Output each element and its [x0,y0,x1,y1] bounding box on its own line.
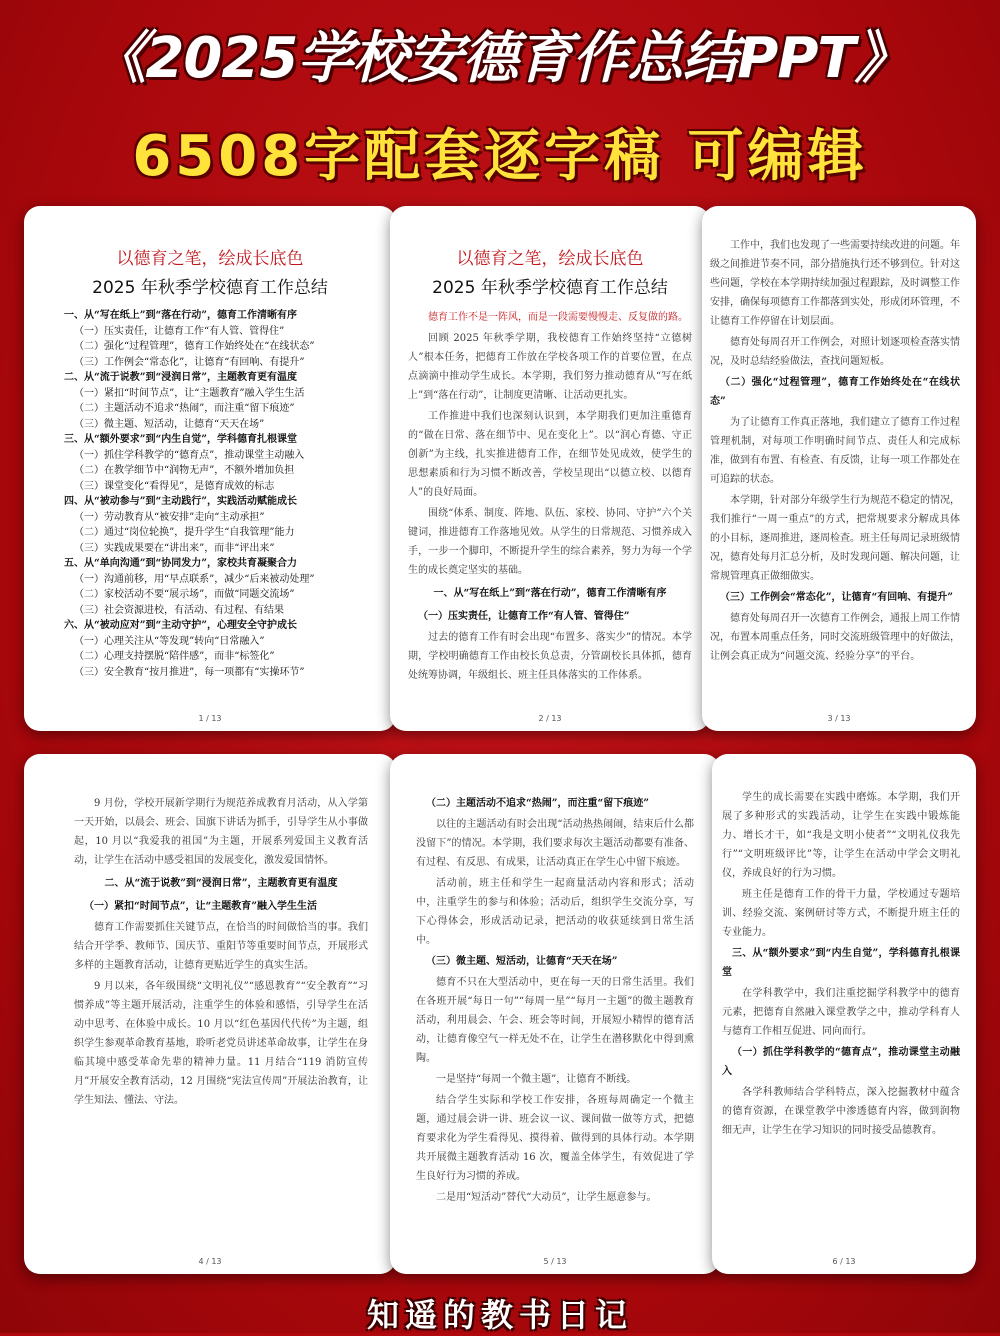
paragraph: 一是坚持“每周一个微主题”，让德育不断线。 [436,1074,637,1085]
toc-item: （二）强化“过程管理”，德育工作始终处在“在线状态” [74,341,315,352]
document-page-3[interactable] [702,206,976,731]
intro-paragraph: 德育工作不是一阵风，而是一段需要慢慢走、反复做的路。 [428,312,688,323]
paragraph: 回顾 2025 年秋季学期，我校德育工作始终坚持“立德树人”根本任务，把德育工作放在学校各项工作的首要位置，在点点滴滴中推动学生成长。本学期，我们努力推动德育从“写在纸上”到“落在行动”，让制度更清晰、让活动更扎实。 [408,333,692,401]
page-title: 2025 年秋季学校德育工作总结 [92,278,328,298]
paragraph: 德育工作需要抓住关键节点，在恰当的时间做恰当的事。我们结合开学季、教师节、国庆节、重阳节等重要时间节点，开展形式多样的主题教育活动，让德育更贴近学生的真实生活。 [74,922,368,971]
paragraph: 工作中，我们也发现了一些需要持续改进的问题。年级之间推进节奏不同，部分措施执行还不够到位。针对这些问题，学校在本学期持续加强过程跟踪，及时调整工作安排，确保每项德育工作都落到实处，形成闭环管理，不让德育工作停留在计划层面。 [710,240,960,327]
paragraph: 各学科教师结合学科特点，深入挖掘教材中蕴含的德育资源，在课堂教学中渗透德育内容，做到润物细无声，让学生在学习知识的同时接受品德教育。 [722,1087,960,1136]
table-of-contents [24,308,396,680]
toc-item: （三）实践成果要在“讲出来”，而非“评出来” [74,542,275,554]
page-number: 1 / 13 [198,714,222,723]
paragraph: 过去的德育工作有时会出现“布置多、落实少”的情况。本学期，学校明确德育工作由校长负总责，分管副校长具体抓，德育处统筹协调，年级组长、班主任具体落实的工作体系。 [408,632,692,681]
sub-heading: （三）微主题、短活动，让德育“天天在场” [426,956,618,967]
sub-heading: 三、从“额外要求”到“内生自觉”，学科德育扎根课堂 [722,948,960,978]
paragraph: 德育处每周召开一次德育工作例会，通报上周工作情况，布置本周重点任务，同时交流班级管理中的好做法，让例会真正成为“问题交流、经验分享”的平台。 [710,613,960,662]
footer-author: 知遥的教书日记 [366,1296,633,1334]
toc-item: （二）心理支持摆脱“陪伴感”，而非“标签化” [74,651,275,662]
sub-heading: （一）抓住学科教学的“德育点”，推动课堂主动融入 [722,1047,960,1077]
section-heading: 二、从“流于说教”到“浸润日常”，主题教育更有温度 [104,878,338,889]
document-page-6[interactable] [712,754,976,1274]
paragraph: 结合学生实际和学校工作安排，各班每周确定一个微主题，通过晨会讲一讲、班会议一议、课间做一做等方式，把德育要求化为学生看得见、摸得着、做得到的具体行动。本学期共开展微主题教育活动 16 次，覆盖全体学生，有效促进了学生良好行为习惯的养成。 [416,1095,694,1182]
paragraph: 9 月份，学校开展新学期行为规范养成教育月活动，从入学第一天开始，以晨会、班会、国旗下讲话为抓手，引导学生从小事做起，10 月以“我爱我的祖国”为主题，开展系列爱国主义教育活动，让学生在活动中感受祖国的发展变化，激发爱国情怀。 [74,798,368,866]
sub-heading: （三）工作例会“常态化”，让德育“有回响、有提升” [720,592,954,603]
banner-title: 《2025学校安德育作总结PPT》 [90,26,910,91]
paragraph: 工作推进中我们也深刻认识到，本学期我们更加注重德育的“做在日常、落在细节中、见在变化上”。以“润心育德、守正创新”为主线，扎实推进德育工作，在细节处见成效，使学生的思想素质和行为习惯不断改善，学校呈现出“以德立校、以德育人”的良好局面。 [408,411,692,498]
banner-subtitle: 6508字配套逐字稿 可编辑 [132,124,868,189]
toc-item: （二）主题活动不追求“热闹”，而注重“留下痕迹” [74,403,295,414]
toc-section: 四、从“被动参与”到“主动践行”，实践活动赋能成长 [64,496,298,507]
page-body [24,794,396,1249]
paragraph: 二是用“短活动”替代“大动员”，让学生愿意参与。 [436,1192,657,1203]
toc-section: 三、从“额外要求”到“内生自觉”，学科德育扎根课堂 [64,434,298,445]
page-number: 5 / 13 [543,1257,567,1266]
toc-item: （三）安全教育“按月推进”，每一项都有“实操环节” [74,666,305,678]
page-number: 6 / 13 [832,1257,856,1266]
page-number: 4 / 13 [198,1257,222,1266]
toc-item: （二）家校活动不要“展示场”，而做“同题交流场” [74,589,295,600]
paragraph: 德育处每周召开工作例会，对照计划逐项检查落实情况，及时总结经验做法，查找问题短板。 [710,337,960,367]
document-page-2[interactable] [390,206,710,731]
sub-heading: （二）强化“过程管理”，德育工作始终处在“在线状态” [710,377,960,407]
toc-item: （二）在教学细节中“润物无声”，不额外增加负担 [74,465,295,476]
paragraph: 活动前，班主任和学生一起商量活动内容和形式；活动中，注重学生的参与和体验；活动后，组织学生交流分享，写下心得体会，形成活动记录，把活动的收获延续到日常生活中。 [416,878,694,946]
toc-section: 六、从“被动应对”到“主动守护”，心理安全守护成长 [64,620,298,631]
document-page-1[interactable] [24,206,396,731]
paragraph: 德育不只在大型活动中，更在每一天的日常生活里。我们在各班开展“每日一句”“每周一星”“每月一主题”的微主题教育活动，利用晨会、午会、班会等时间，开展短小精悍的德育活动，让德育像空气一样无处不在，让学生在潜移默化中得到熏陶。 [416,977,694,1064]
toc-section: 二、从“流于说教”到“浸润日常”，主题教育更有温度 [64,372,298,383]
toc-section: 五、从“单向沟通”到“协同发力”，家校共育凝聚合力 [64,558,298,569]
toc-item: （一）紧扣“时间节点”，让“主题教育”融入学生生活 [74,387,305,399]
toc-item: （三）微主题、短活动，让德育“天天在场” [74,418,265,430]
toc-item: （一）沟通前移，用“早点联系”，减少“后来被动处理” [74,573,315,585]
page-title-red: 以德育之笔，绘成长底色 [116,249,304,269]
page-title-red: 以德育之笔，绘成长底色 [456,249,644,269]
toc-item: （一）压实责任，让德育工作“有人管、管得住” [74,325,285,337]
toc-item: （一）抓住学科教学的“德育点”，推动课堂主动融入 [74,449,305,461]
paragraph: 学生的成长需要在实践中磨炼。本学期，我们开展了多种形式的实践活动，让学生在实践中锻炼能力、增长才干，如“我是文明小使者”“文明礼仪我先行”“文明班级评比”等，让学生在活动中学会文明礼仪，养成良好的行为习惯。 [722,792,960,879]
page-number: 2 / 13 [538,714,562,723]
page-body [390,794,720,1249]
paragraph: 为了让德育工作真正落地，我们建立了德育工作过程管理机制，对每项工作明确时间节点、责任人和完成标准，做到有布置、有检查、有反馈，让每一项工作都处在可追踪的状态。 [710,417,960,485]
toc-item: （三）工作例会“常态化”，让德育“有回响、有提升” [74,356,305,368]
document-page-4[interactable] [24,754,396,1274]
document-page-5[interactable] [390,754,720,1274]
toc-item: （三）社会资源进校，有活动、有过程、有结果 [74,604,284,616]
toc-item: （一）心理关注从“等发现”转向“日常融入” [74,635,265,647]
sub-heading: （一）紧扣“时间节点”，让“主题教育”融入学生生活 [84,901,318,912]
paragraph: 9 月以来，各年级围绕“文明礼仪”“感恩教育”“安全教育”“习惯养成”等主题开展活动，注重学生的体验和感悟，引导学生在活动中思考、在体验中成长。10 月以“红色基因代代传”为主题，组织学生参观革命教育基地，聆听老党员讲述革命故事，让学生在身临其境中感受革命先辈的精神力量。11 月结合“119 消防宣传月”开展安全教育活动，12 月围绕“宪法宣传周”开展法治教育，让学生知法、懂法、守法。 [74,981,368,1106]
paragraph: 在学科教学中，我们注重挖掘学科教学中的德育元素，把德育自然融入课堂教学之中，推动学科育人与德育工作相互促进、同向而行。 [722,988,960,1037]
page-body [712,788,976,1248]
page-body [702,236,976,696]
sub-heading: （一）压实责任，让德育工作“有人管、管得住” [418,611,630,622]
paragraph: 以往的主题活动有时会出现“活动热热闹闹，结束后什么都没留下”的情况。本学期，我们要求每次主题活动都要有准备、有过程、有反思、有成果，让活动真正在学生心中留下痕迹。 [416,819,694,868]
paragraph: 本学期，针对部分年级学生行为规范不稳定的情况，我们推行“一周一重点”的方式，把常规要求分解成具体的小目标，逐周推进，逐周检查。班主任每周记录班级情况，德育处每月汇总分析，及时发现问题、解决问题，让常规管理真正做细做实。 [710,495,960,582]
toc-item: （二）通过“岗位轮换”，提升学生“自我管理”能力 [74,527,295,538]
toc-section: 一、从“写在纸上”到“落在行动”，德育工作清晰有序 [64,310,298,321]
page-title: 2025 年秋季学校德育工作总结 [432,278,668,298]
sub-heading: （二）主题活动不追求“热闹”，而注重“留下痕迹” [426,798,650,809]
paragraph: 班主任是德育工作的骨干力量，学校通过专题培训、经验交流、案例研讨等方式，不断提升班主任的专业能力。 [722,889,960,938]
toc-item: （一）劳动教育从“被安排”走向“主动承担” [74,511,265,523]
toc-item: （三）课堂变化“看得见”，是德育成效的标志 [74,480,275,492]
page-body [390,308,710,685]
paragraph: 围绕“体系、制度、阵地、队伍、家校、协同、守护”六个关键词，推进德育工作落地见效。从学生的日常规范、习惯养成入手，一步一个脚印，不断提升学生的综合素养，努力为每一个学生的成长奠定坚实的基础。 [408,508,692,576]
page-number: 3 / 13 [827,714,851,723]
section-heading: 一、从“写在纸上”到“落在行动”，德育工作清晰有序 [433,588,667,599]
